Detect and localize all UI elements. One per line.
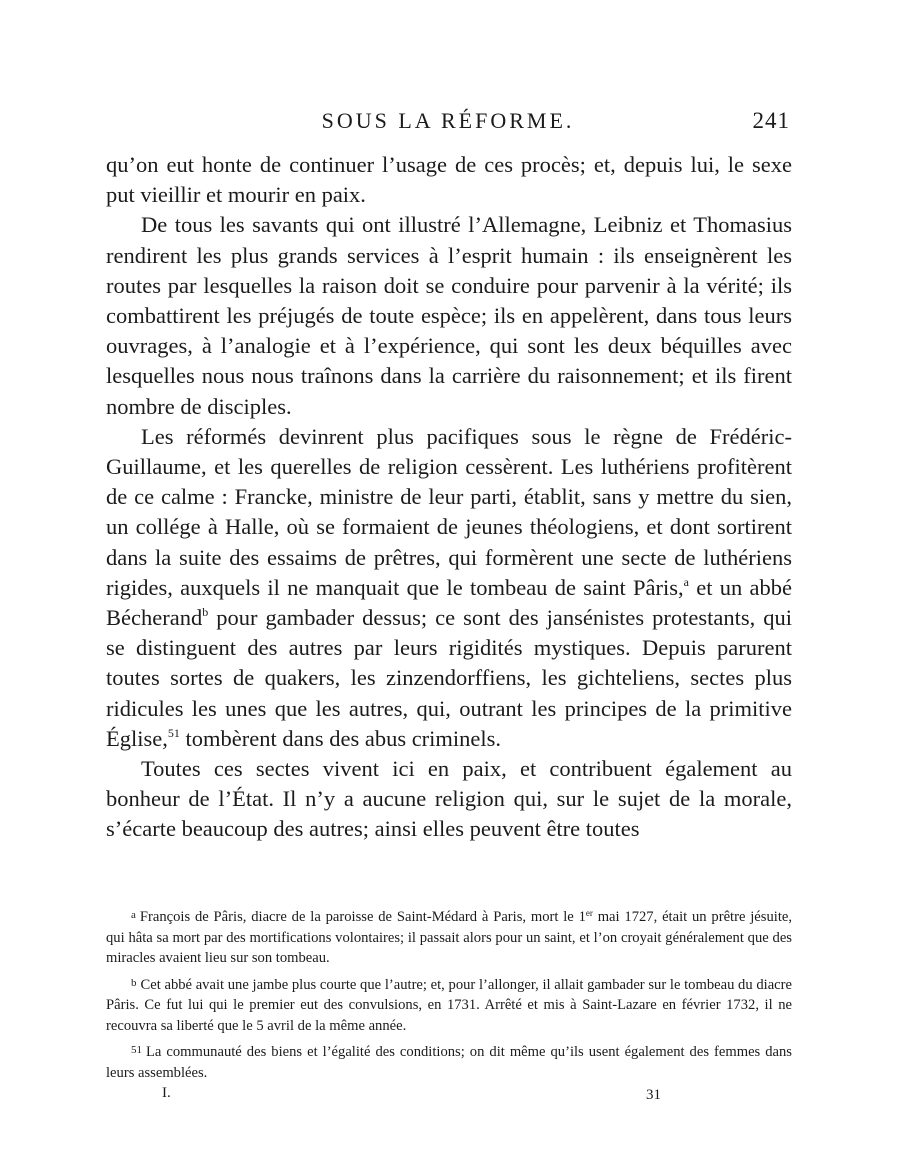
footnote-51-text: La communauté des biens et l’égalité des conditions; on dit même qu’ils usent également des femmes dans leurs assemblées. [106,1044,792,1081]
footnote-a-text-2: mai 1727, était un prêtre jésuite, qui hâta sa mort par des mortifications volontaires; il passait alors pour un saint, et l’on croyait généralement que des miracles avaient lieu sur son tombeau. [106,909,792,966]
page-number: 241 [752,108,790,133]
footnote-a-superscript: er [585,908,593,918]
sheet-signature: 31 [646,1087,661,1103]
printer-signature [162,1085,682,1107]
paragraph-3 [106,422,792,754]
footnote-a-mark: a [131,909,136,921]
footnote-b-text: Cet abbé avait une jambe plus courte que l’autre; et, pour l’allonger, il allait gambader sur le tombeau du diacre Pâris. Ce fut lui qui le premier eut des convulsions, en 1731. Arrêté et mis à Saint-Lazare en février 1732, il ne recouvra sa liberté que le 5 avril de la même année. [106,976,792,1034]
footnote-a-text-1: François de Pâris, diacre de la paroisse de Saint-Médard à Paris, mort le 1 [139,909,586,925]
footnote-ref-a: a [683,574,689,589]
paragraph-3-text-4: tombèrent dans des abus criminels. [179,725,502,751]
paragraph-3-text-1: Les réformés devinrent plus pacifiques sous le règne de Frédéric-Guillaume, et les querelles de religion cessèrent. Les luthériens profitèrent de ce calme : Francke, ministre de leur parti, établit, sans y mettre du sien, un collége à Halle, où se formaient de jeunes théologiens, et dont sortirent dans la suite des essaims de prêtres, qui formèrent une secte de luthériens rigides, auxquels il ne manquait que le tombeau de saint Pâris, [106,423,792,600]
volume-mark: I. [162,1085,171,1101]
main-text [106,150,792,845]
paragraph-3-text-3: pour gambader dessus; ce sont des jansénistes protestants, qui se distinguent des autres par leurs rigidités mystiques. Depuis parurent toutes sortes de quakers, les zinzendorffiens, les gichteliens, sectes plus ridicules les unes que les autres, qui, outrant les principes de la primitive Église, [106,605,792,751]
footnote-ref-51: 51 [167,725,180,740]
footnotes [106,903,792,1087]
footnote-b [106,973,792,1037]
paragraph-4: Toutes ces sectes vivent ici en paix, et contribuent également au bonheur de l’État. Il n’y a aucune religion qui, sur le sujet de la morale, s’écarte beaucoup des autres; ainsi elles peuvent être toutes [106,756,792,842]
footnote-51-mark: 51 [131,1044,142,1056]
paragraph-2: De tous les savants qui ont illustré l’Allemagne, Leibniz et Thomasius rendirent les plus grands services à l’esprit humain : ils enseignèrent les routes par lesquelles la raison doit se conduire pour parvenir à la vérité; ils combattirent les préjugés de toute espèce; ils en appelèrent, dans tous leurs ouvrages, à l’analogie et à l’expérience, qui sont les deux béquilles avec lesquelles nous nous traînons dans la carrière du raisonnement; et ils firent nombre de disciples. [106,212,792,419]
paragraph-1: qu’on eut honte de continuer l’usage de ces procès; et, depuis lui, le sexe put vieillir et mourir en paix. [106,152,792,208]
footnote-a [106,903,792,969]
footnote-b-mark: b [131,976,137,989]
running-head [106,108,790,138]
footnote-51 [106,1040,792,1083]
paragraph-3-text-2: et un abbé Bécherand [106,574,792,631]
footnote-ref-b: b [202,605,209,620]
running-title: SOUS LA RÉFORME. [321,108,575,133]
